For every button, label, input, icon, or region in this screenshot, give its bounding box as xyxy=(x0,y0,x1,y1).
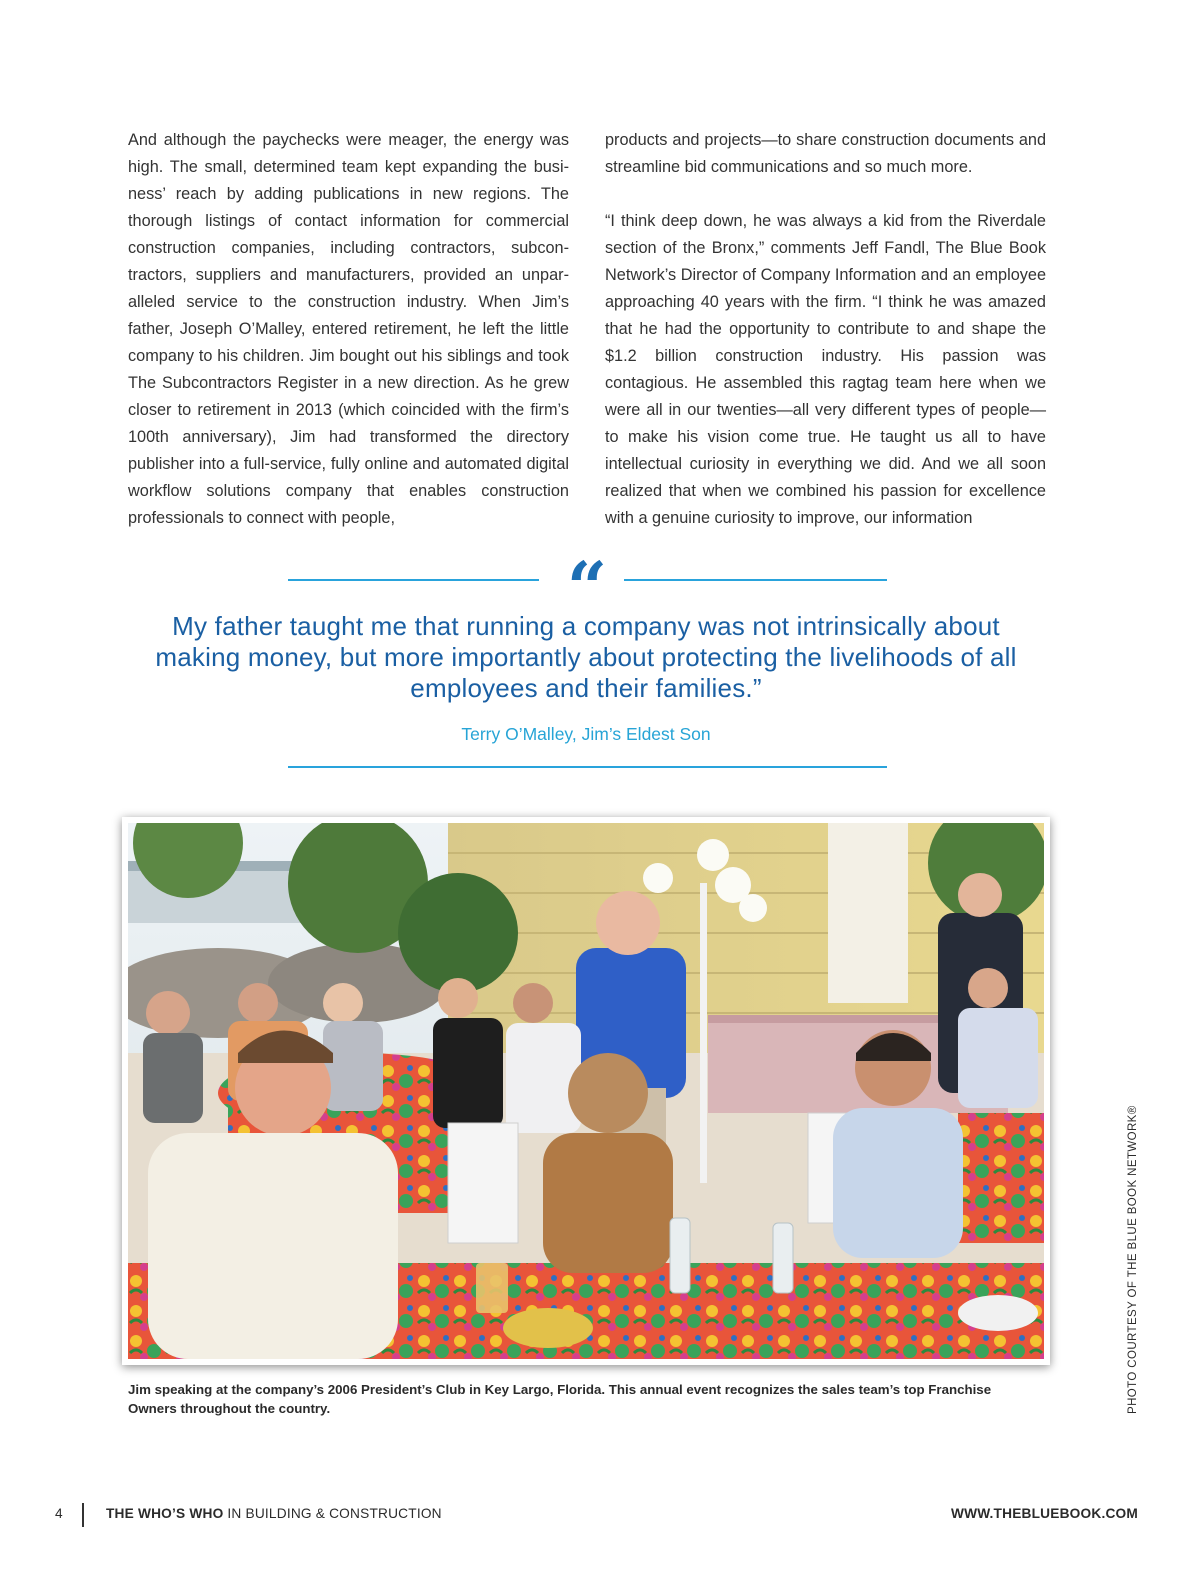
photo-caption: Jim speaking at the company’s 2006 President’s Club in Key Largo, Florida. This annual event recognizes the sales team’s top Franchise Owners throughout the country. xyxy=(128,1382,992,1416)
pull-quote-attribution: Terry O’Malley, Jim’s Eldest Son xyxy=(461,724,711,744)
quote-mark-icon: “ xyxy=(566,546,608,629)
publication-title-rest: IN BUILDING & CONSTRUCTION xyxy=(223,1506,442,1521)
publication-title-bold: THE WHO’S WHO xyxy=(106,1506,224,1521)
paragraph: products and projects—to share construction documents and streamline bid communications and so much more. xyxy=(605,131,1046,176)
website-link[interactable]: WWW.THEBLUEBOOK.COM xyxy=(950,1506,1138,1521)
publication-title xyxy=(106,1506,442,1521)
pull-quote-text: My father taught me that running a company was not intrinsically about making money, but more importantly about protecting the livelihoods of all employees and their families.” xyxy=(155,611,1017,703)
article-column-left xyxy=(128,127,569,559)
paragraph: And although the paychecks were meager, the energy was high. The small, determined team kept expanding the business’ reach by adding publications in new regions. The thorough listings of contact information for commercial construction companies, including contractors, subcontractors, suppliers and manufacturers, provided an unparalleled service to the construction industry. When Jim’s father, Joseph O’Malley, entered retirement, he left the little company to his children. Jim bought out his siblings and took The Subcontractors Register in a new direction. As he grew closer to retirement in 2013 (which coincided with the firm’s 100th anniversary), Jim had transformed the directory publisher into a full-service, fully online and automated digital workflow solutions company that enables construction professionals to connect with people, xyxy=(128,131,569,527)
footer-divider xyxy=(82,1503,84,1527)
quote-rule-bottom xyxy=(288,766,887,768)
event-photo xyxy=(122,817,1050,1365)
photo-credit: PHOTO COURTESY OF THE BLUE BOOK NETWORK® xyxy=(1127,1105,1139,1414)
article-column-right xyxy=(605,127,1046,559)
quote-rule-top-left xyxy=(288,579,539,581)
quote-rule-top-right xyxy=(624,579,887,581)
page-number: 4 xyxy=(55,1506,63,1521)
paragraph: “I think deep down, he was always a kid from the Riverdale section of the Bronx,” comments Jeff Fandl, The Blue Book Network’s Director of Company Information and an employee approaching 40 years with the firm. “I think he was amazed that he had the opportunity to contribute to and shape the $1.2 billion construction industry. His passion was contagious. He assembled this ragtag team here when we were all in our twenties—all very different types of people—to make his vision come true. He taught us all to have intellectual curiosity in everything we did. And we all soon realized that when we combined his passion for excellence with a genuine curiosity to improve, our information xyxy=(605,212,1046,527)
event-photo-image xyxy=(128,823,1044,1359)
